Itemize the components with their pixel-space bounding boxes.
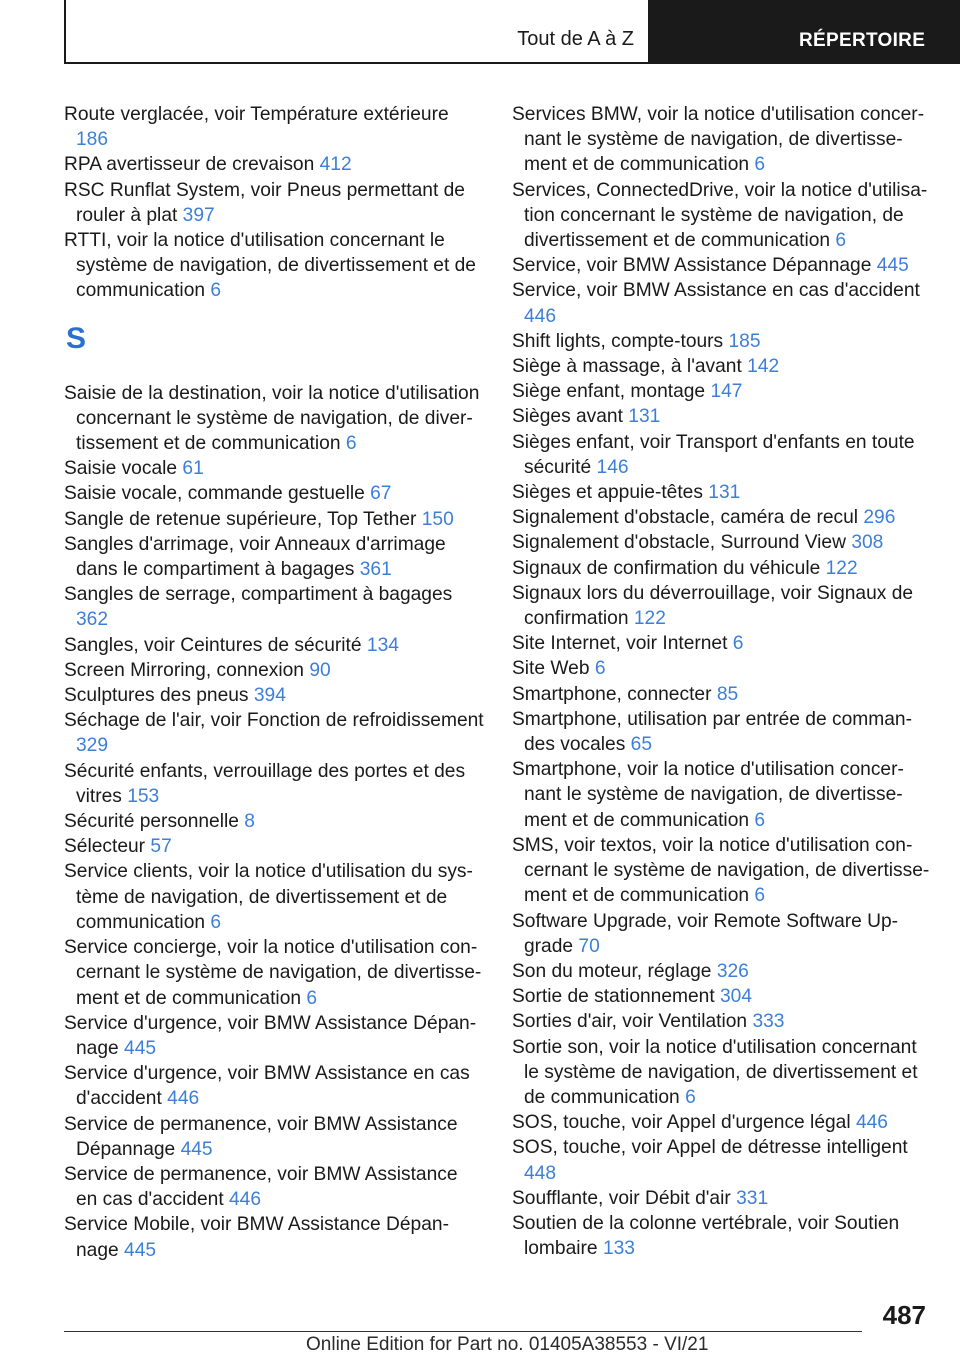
index-entry-text: Smartphone, utilisation par entrée de commandes vocales — [512, 708, 912, 756]
index-entry-page-link[interactable]: 153 — [127, 785, 160, 807]
index-entry-text: Sorties d'air, voir Ventilation — [512, 1011, 748, 1033]
index-entry-page-link[interactable]: 448 — [524, 1162, 557, 1184]
index-entry-text: Service, voir BMW Assistance Dépannage — [512, 255, 872, 277]
index-entry-text: Saisie vocale — [64, 458, 178, 480]
index-entry-text: SOS, touche, voir Appel d'urgence légal — [512, 1112, 851, 1134]
index-letter-heading: S — [66, 321, 87, 355]
index-entry-page-link[interactable]: 361 — [359, 559, 392, 581]
index-entry-text: Signalement d'obstacle, caméra de recul — [512, 507, 859, 529]
index-entry-page-link[interactable]: 85 — [716, 683, 739, 705]
index-entry — [64, 152, 484, 177]
index-entry — [64, 658, 484, 683]
index-entry — [64, 1212, 484, 1262]
index-entry — [64, 178, 484, 228]
index-entry-text: Sièges et appuie-têtes — [512, 482, 703, 504]
index-entry-page-link[interactable]: 146 — [596, 456, 629, 478]
index-entry — [512, 1186, 932, 1211]
index-entry — [512, 833, 932, 909]
header-tab-repertoire[interactable] — [648, 0, 960, 64]
index-entry — [512, 656, 932, 681]
index-entry-text: Siège enfant, montage — [512, 381, 706, 403]
index-entry-text: Service de permanence, voir BMW Assistance Dépannage — [64, 1113, 458, 1160]
index-group-s-right — [512, 102, 932, 1261]
index-entry-text: Sièges avant — [512, 406, 623, 428]
index-entry-text: Site Web — [512, 658, 590, 680]
index-entry-text: Service Mobile, voir BMW Assistance Dépannage — [64, 1214, 449, 1261]
index-entry — [64, 935, 484, 1011]
index-entry — [512, 530, 932, 555]
index-entry-text: Service clients, voir la notice d'utilisation du système de navigation, de divertissement et de communication — [64, 861, 473, 933]
index-entry — [512, 984, 932, 1009]
index-entry-text: Saisie de la destination, voir la notice d'utilisation concernant le système de navigation, de divertissement et de communication — [64, 382, 480, 455]
index-entry — [512, 329, 932, 354]
index-group-r — [64, 102, 484, 304]
index-entry-text: Sélecteur — [64, 836, 146, 858]
index-entry — [64, 633, 484, 658]
index-entry-page-link[interactable]: 445 — [876, 255, 909, 277]
index-entry-page-link[interactable]: 329 — [76, 735, 109, 757]
index-entry — [64, 507, 484, 532]
index-entry-page-link[interactable]: 446 — [229, 1189, 262, 1211]
index-entry-page-link[interactable]: 446 — [167, 1088, 200, 1110]
index-entry — [64, 456, 484, 481]
index-entry — [512, 556, 932, 581]
index-entry — [512, 480, 932, 505]
index-entry-text: Service, voir BMW Assistance en cas d'accident — [512, 280, 920, 302]
index-column-right — [512, 102, 932, 1261]
index-entry-page-link[interactable]: 446 — [855, 1112, 888, 1134]
index-group-s-left — [64, 381, 484, 1263]
index-entry-page-link[interactable]: 70 — [578, 935, 600, 957]
index-entry — [64, 1061, 484, 1111]
index-entry-page-link[interactable]: 6 — [594, 658, 606, 680]
index-entry-page-link[interactable]: 61 — [182, 458, 204, 480]
index-entry-page-link[interactable]: 326 — [716, 960, 749, 982]
index-entry-page-link[interactable]: 57 — [150, 836, 172, 858]
index-entry-text: Soutien de la colonne vertébrale, voir Soutien lombaire — [512, 1212, 900, 1260]
index-entry-text: Route verglacée, voir Température extérieure — [64, 104, 449, 125]
index-entry — [64, 381, 484, 457]
index-entry — [512, 505, 932, 530]
index-entry-text: SMS, voir textos, voir la notice d'utilisation concernant le système de navigation, de divertissement et de communication — [512, 834, 930, 907]
index-entry — [64, 481, 484, 506]
header-section-title: Tout de A à Z — [517, 28, 634, 50]
index-entry-page-link[interactable]: 6 — [210, 911, 222, 933]
index-entry-text: Signalement d'obstacle, Surround View — [512, 532, 846, 554]
index-entry-text: Signaux lors du déverrouillage, voir Signaux de confirmation — [512, 582, 914, 630]
index-entry-page-link[interactable]: 6 — [210, 280, 222, 302]
index-entry — [64, 708, 484, 758]
index-entry-page-link[interactable]: 331 — [736, 1187, 769, 1209]
index-entry-text: Sangles d'arrimage, voir Anneaux d'arrimage dans le compartiment à bagages — [64, 533, 446, 581]
index-entry — [512, 102, 932, 178]
index-entry-text: Sculptures des pneus — [64, 685, 249, 707]
page-number: 487 — [882, 1300, 926, 1330]
index-entry-page-link[interactable]: 412 — [319, 154, 352, 176]
index-entry-text: Service d'urgence, voir BMW Assistance en cas d'accident — [64, 1063, 470, 1110]
index-entry-page-link[interactable]: 8 — [244, 811, 255, 833]
index-entry — [512, 682, 932, 707]
index-entry-page-link[interactable]: 6 — [754, 885, 766, 907]
index-entry — [512, 1035, 932, 1111]
index-entry-text: Site Internet, voir Internet — [512, 633, 728, 655]
index-entry — [512, 631, 932, 656]
index-entry-text: Sangles, voir Ceintures de sécurité — [64, 634, 362, 656]
index-entry-page-link[interactable]: 446 — [524, 305, 557, 327]
index-entry — [512, 430, 932, 480]
index-entry-text: Screen Mirroring, connexion — [64, 659, 304, 681]
header-border-bottom — [64, 62, 648, 64]
index-entry-page-link[interactable]: 445 — [180, 1138, 213, 1160]
index-entry — [512, 757, 932, 833]
index-entry-text: Signaux de confirmation du véhicule — [512, 557, 821, 579]
index-entry-page-link[interactable]: 122 — [633, 608, 666, 630]
index-entry-text: Séchage de l'air, voir Fonction de refroidissement — [64, 710, 484, 732]
index-entry-text: RPA avertisseur de crevaison — [64, 154, 315, 176]
index-entry-page-link[interactable]: 147 — [710, 381, 743, 403]
index-entry-page-link[interactable]: 133 — [602, 1238, 635, 1260]
index-entry-page-link[interactable]: 6 — [306, 987, 318, 1009]
index-column-left — [64, 102, 484, 1263]
index-entry-text: Sangles de serrage, compartiment à bagages — [64, 584, 453, 606]
index-entry-page-link[interactable]: 6 — [345, 433, 357, 455]
index-entry-page-link[interactable]: 6 — [754, 154, 766, 176]
index-entry-page-link[interactable]: 6 — [732, 633, 744, 655]
index-entry-page-link[interactable]: 6 — [835, 230, 847, 252]
index-entry-page-link[interactable]: 142 — [747, 356, 780, 378]
index-entry-text: Soufflante, voir Débit d'air — [512, 1187, 731, 1209]
index-entry — [512, 404, 932, 429]
index-entry — [512, 581, 932, 631]
index-entry-text: RTTI, voir la notice d'utilisation concernant le système de navigation, de divertissement et de communication — [64, 230, 476, 302]
index-entry-page-link[interactable]: 122 — [825, 557, 858, 579]
index-entry-page-link[interactable]: 6 — [685, 1086, 696, 1108]
index-entry — [512, 1135, 932, 1185]
index-entry-page-link[interactable]: 394 — [253, 685, 286, 707]
index-entry-page-link[interactable]: 90 — [309, 659, 331, 681]
index-entry-page-link[interactable]: 185 — [728, 330, 761, 352]
index-entry-page-link[interactable]: 397 — [182, 204, 215, 226]
index-entry — [64, 834, 484, 859]
index-entry — [64, 859, 484, 935]
index-entry-text: Shift lights, compte-tours — [512, 330, 724, 352]
index-entry-text: Sécurité personnelle — [64, 811, 239, 833]
index-entry-text: Software Upgrade, voir Remote Software Upgrade — [512, 910, 899, 957]
index-entry-page-link[interactable]: 134 — [366, 634, 399, 656]
index-entry-text: Sortie son, voir la notice d'utilisation concernant le système de navigation, de divertissement et de communication — [512, 1036, 918, 1108]
index-entry — [64, 228, 484, 304]
index-entry-text: SOS, touche, voir Appel de détresse intelligent — [512, 1137, 908, 1159]
index-entry — [512, 909, 932, 959]
index-entry-page-link[interactable]: 362 — [76, 609, 109, 631]
index-entry — [64, 532, 484, 582]
index-entry — [512, 278, 932, 328]
index-entry — [512, 1009, 932, 1034]
index-entry — [512, 1110, 932, 1135]
index-entry-text: Sécurité enfants, verrouillage des portes et des vitres — [64, 760, 466, 807]
index-entry — [512, 178, 932, 254]
index-entry-text: Service concierge, voir la notice d'utilisation concernant le système de navigation, de divertissement et de communication — [64, 937, 482, 1009]
index-entry — [512, 959, 932, 984]
index-entry-text: Smartphone, voir la notice d'utilisation concernant le système de navigation, de divertissement et de communication — [512, 759, 904, 831]
index-entry-text: Son du moteur, réglage — [512, 960, 712, 982]
index-entry-page-link[interactable]: 333 — [752, 1011, 785, 1033]
index-entry-page-link[interactable]: 150 — [421, 508, 454, 530]
index-entry — [512, 379, 932, 404]
index-entry — [64, 683, 484, 708]
footer-rule — [64, 1331, 862, 1332]
index-entry-page-link[interactable]: 131 — [708, 482, 741, 504]
index-entry-page-link[interactable]: 296 — [863, 507, 896, 529]
index-entry — [64, 1112, 484, 1162]
index-entry — [64, 759, 484, 809]
index-entry-page-link[interactable]: 445 — [124, 1037, 157, 1059]
index-entry-text: Siège à massage, à l'avant — [512, 356, 742, 378]
index-entry — [512, 253, 932, 278]
index-entry-page-link[interactable]: 131 — [628, 406, 661, 428]
index-entry — [512, 707, 932, 757]
index-entry-page-link[interactable]: 445 — [124, 1239, 157, 1261]
index-entry-page-link[interactable]: 304 — [720, 986, 753, 1008]
index-entry-text: RSC Runflat System, voir Pneus permettant de rouler à plat — [64, 179, 465, 226]
index-entry — [64, 102, 484, 152]
index-entry-page-link[interactable]: 186 — [76, 129, 109, 151]
index-entry — [512, 354, 932, 379]
header-tab-label: RÉPERTOIRE — [799, 30, 926, 51]
index-entry-text: Service d'urgence, voir BMW Assistance Dépannage — [64, 1012, 477, 1059]
index-entry — [512, 1211, 932, 1261]
index-entry-text: Service de permanence, voir BMW Assistance en cas d'accident — [64, 1163, 458, 1211]
index-entry — [64, 809, 484, 834]
index-entry-text: Saisie vocale, commande gestuelle — [64, 483, 365, 505]
index-entry-text: Sangle de retenue supérieure, Top Tether — [64, 508, 417, 530]
index-entry — [64, 582, 484, 632]
index-entry-text: Sièges enfant, voir Transport d'enfants en toute sécurité — [512, 431, 915, 478]
index-entry-page-link[interactable]: 6 — [754, 809, 766, 831]
index-entry-text: Services BMW, voir la notice d'utilisation concernant le système de navigation, de divertissement et de communication — [512, 104, 925, 176]
footer-edition: Online Edition for Part no. 01405A38553 - VI/21 — [306, 1334, 709, 1355]
index-entry-text: Services, ConnectedDrive, voir la notice d'utilisation concernant le système de navigation, de divertissement et de communication — [512, 179, 928, 252]
index-entry-page-link[interactable]: 308 — [851, 532, 884, 554]
index-entry-page-link[interactable]: 65 — [630, 734, 653, 756]
index-entry-page-link[interactable]: 67 — [370, 483, 392, 505]
index-entry — [64, 1011, 484, 1061]
index-entry-text: Sortie de stationnement — [512, 986, 715, 1008]
index-entry — [64, 1162, 484, 1212]
index-entry-text: Smartphone, connecter — [512, 683, 712, 705]
